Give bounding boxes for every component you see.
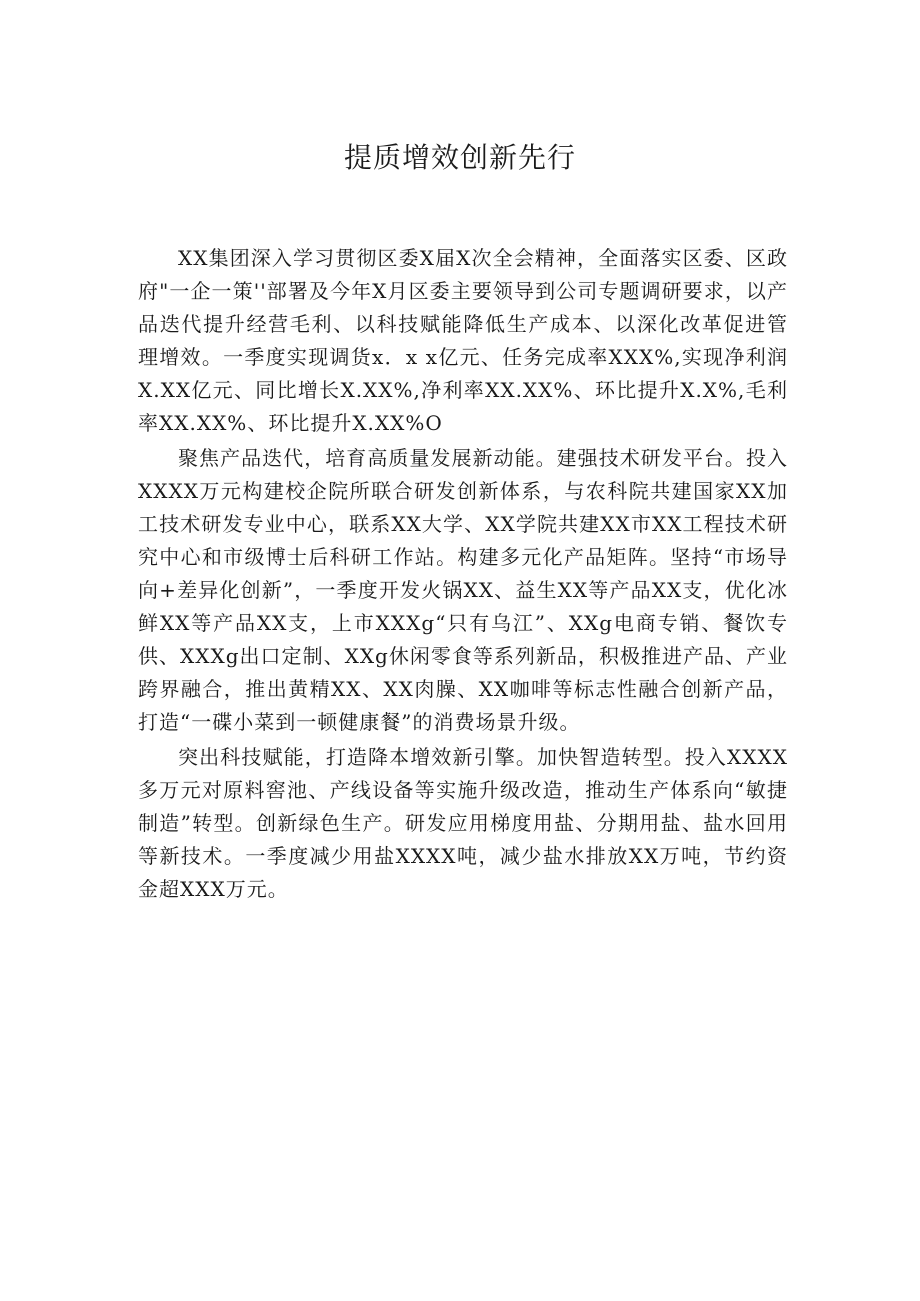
paragraph-intro: XX集团深入学习贯彻区委X届X次全会精神，全面落实区委、区政府"一企一策''部署及今年X月区委主要领导到公司专题调研要求，以产品迭代提升经营毛利、以科技赋能降低生产成本、以深化改革促进管理增效。一季度实现调货x．x x亿元、任务完成率XXX%,实现净利润X.XX亿元、同比增长X.XX%,净利率XX.XX%、环比提升X.X%,毛利率XX.XX%、环比提升X.XX%O: [138, 246, 788, 435]
document-title: 提质增效创新先行: [343, 141, 576, 174]
paragraph-tech-empowerment: 突出科技赋能，打造降本增效新引擎。加快智造转型。投入XXXX多万元对原料窖池、产线设备等实施升级改造，推动生产体系向“敏捷制造”转型。创新绿色生产。研发应用梯度用盐、分期用盐、盐水回用等新技术。一季度减少用盐XXXX吨，减少盐水排放XX万吨，节约资金超XXX万元。: [138, 745, 788, 901]
document-body: [138, 242, 788, 908]
paragraph-product-iteration: 聚焦产品迭代，培育高质量发展新动能。建强技术研发平台。投入XXXX万元构建校企院所联合研发创新体系，与农科院共建国家XX加工技术研发专业中心，联系XX大学、XX学院共建XX市XX工程技术研究中心和市级博士后科研工作站。构建多元化产品矩阵。坚持“市场导向+差异化创新”，一季度开发火锅XX、益生XX等产品XX支，优化冰鲜XX等产品XX支，上市XXXg“只有乌江”、XXg电商专销、餐饮专供、XXXg出口定制、XXg休闲零食等系列新品，积极推进产品、产业跨界融合，推出黄精XX、XX肉臊、XX咖啡等标志性融合创新产品，打造“一碟小菜到一顿健康餐”的消费场景升级。: [138, 446, 788, 734]
